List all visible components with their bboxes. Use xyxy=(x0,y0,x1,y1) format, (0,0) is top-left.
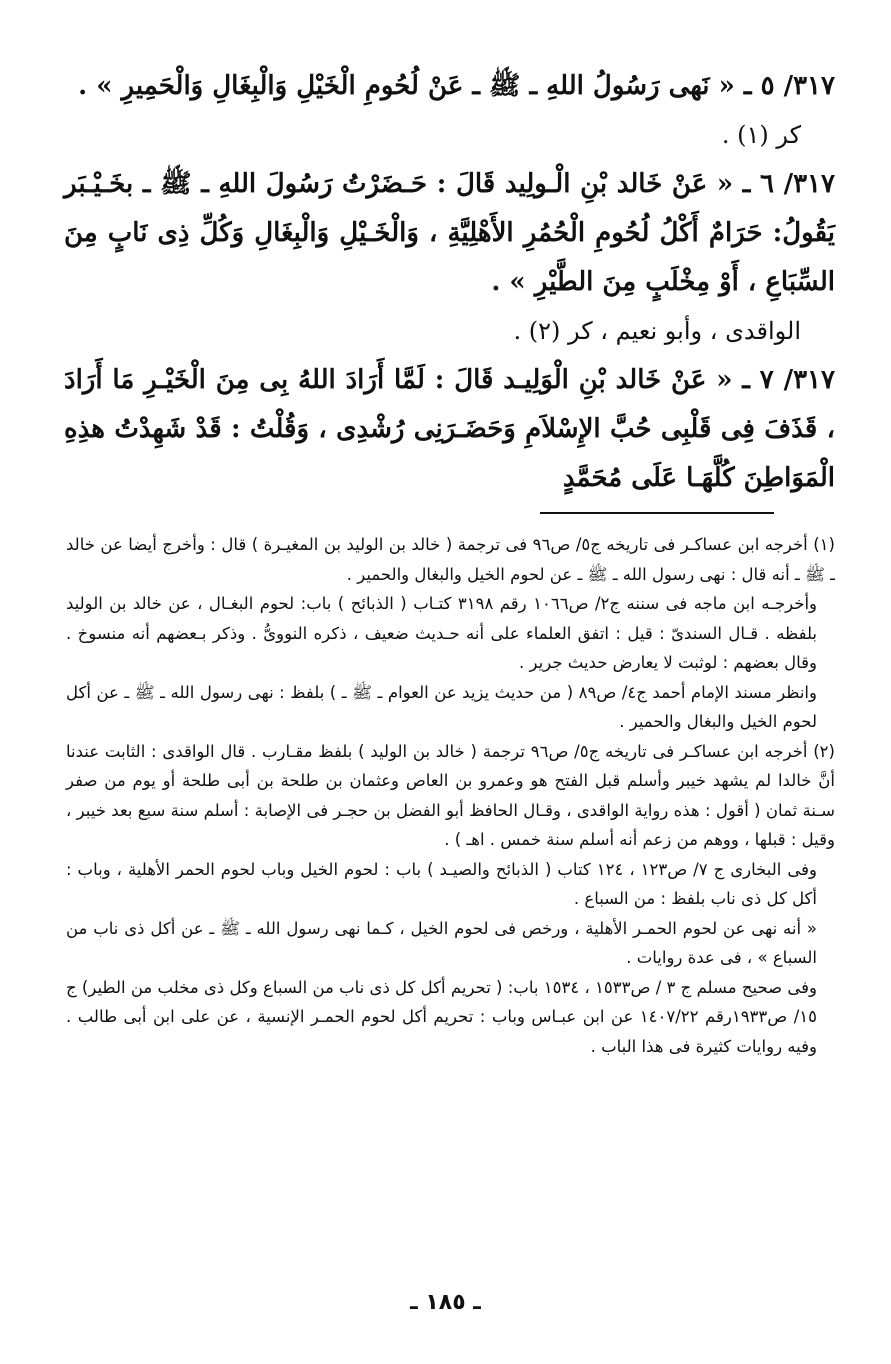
footnote-2-quote: « أنه نهى عن لحوم الحمـر الأهلية ، ورخص فى لحوم الخيل ، كـما نهى رسول الله ـ ﷺ ـ عن أكل ذى ناب من السباع » ، فى عدة روايات . xyxy=(66,918,817,967)
hadith-text xyxy=(64,62,835,503)
footnote-1-ibn-majah: وأخرجـه ابن ماجه فى سننه ج٢/ ص١٠٦٦ رقم ٣١٩٨ كتـاب ( الذبائح ) باب: لحوم البغـال ، عن خالد بن الوليد بلفظه . قـال السندىّ : قيل : اتفق العلماء على أنه حـديث ضعيف ، ذكره النووىُّ . وذكر بـعضهم أنه منسوخ . وقال بعضهم : لوثبت لا يعارض حديث جرير . xyxy=(66,594,818,672)
hadith-5: ٣١٧/ ٥ ـ « نَهى رَسُولُ اللهِ ـ ﷺ ـ عَنْ لُحُومِ الْخَيْلِ وَالْبِغَالِ وَالْحَمِيرِ » . xyxy=(78,71,835,101)
footnote-1: (١) أخرجه ابن عساكـر فى تاريخه ج٥/ ص٩٦ فى ترجمة ( خالد بن الوليد بن المغيـرة ) قال : وأخرج أيضا عن خالد ـ ﷺ ـ أنه قال : نهى رسول الله ـ ﷺ ـ عن لحوم الخيل والبغال والحمير . xyxy=(66,535,835,584)
hadith-6-source: الواقدى ، وأبو نعيم ، كر (٢) . xyxy=(513,317,801,345)
footnote-1-musnad-ahmad: وانظر مسند الإمام أحمد ج٤/ ص٨٩ ( من حديث يزيد عن العوام ـ ﷺ ـ ) بلفظ : نهى رسول الله ـ ﷺ ـ عن أكل لحوم الخيل والبغال والحمير . xyxy=(66,682,817,731)
footnotes xyxy=(66,530,835,1061)
hadith-5-source: كر (١) . xyxy=(721,121,801,149)
footnote-2: (٢) أخرجه ابن عساكـر فى تاريخه ج٥/ ص٩٦ ترجمة ( خالد بن الوليد ) بلفظ مقـارب . قال الواقدى : الثابت عندنا أنَّ خالدا لم يشهد خيبر وأسلم قبل الفتح هو وعمرو بن العاص وعثمان بن طلحة بن أبى طلحة أو يوم من صفر سـنة ثمان ( أقول : هذه رواية الواقدى ، وقـال الحافظ أبو الفضل بن حجـر فى الإصابة : أسلم سنة سبع بعد خيبر ، وقيل : قبلها ، ووهم من زعم أنه أسلم سنة خمس . اهـ ) . xyxy=(66,741,835,849)
footnote-2-bukhari: وفى البخارى ج ٧/ ص١٢٣ ، ١٢٤ كتاب ( الذبائح والصيـد ) باب : لحوم الخيل وباب لحوم الحمر الأهلية ، وباب : أكل كل ذى ناب بلفظ : من السباع . xyxy=(66,859,817,908)
hadith-6: ٣١٧/ ٦ ـ « عَنْ خَالد بْنِ الْـولِيد قَالَ : حَـضَرْتُ رَسُولَ اللهِ ـ ﷺ ـ بخَـيْـبَر يَقُولُ: حَرَامٌ أَكْلُ لُحُومِ الْحُمُرِ الأَهْلِيَّةِ ، وَالْخَـيْلِ وَالْبِغَالِ وَكُلِّ ذِى نَابٍ مِنَ السِّبَاعِ ، أَوْ مِخْلَبٍ مِنَ الطَّيْرِ » . xyxy=(64,169,835,297)
footnote-2-muslim: وفى صحيح مسلم ج ٣ / ص١٥٣٣ ، ١٥٣٤ باب: ( تحريم أكل كل ذى ناب من السباع وكل ذى مخلب من الطير) ج ١٥/ ص١٩٣٣رقم ١٤٠٧/٢٢ عن ابن عبـاس وباب : تحريم أكل لحوم الحمـر الإنسية ، عن على ابن أبى طالب . وفيه روايات كثيرة فى هذا الباب . xyxy=(66,977,818,1056)
hadith-7: ٣١٧/ ٧ ـ « عَنْ خَالد بْنِ الْوَلِيـد قَالَ : لَمَّا أَرَادَ اللهُ بِى مِنَ الْخَيْـرِ مَا أَرَادَ ، قَذَفَ فِى قَلْبِى حُبَّ الإِسْلاَمِ وَحَضَـرَنِى رُشْدِى ، وَقُلْتُ : قَدْ شَهِدْتُ هذِهِ الْمَوَاطِنَ كُلَّهَـا عَلَى مُحَمَّدٍ xyxy=(64,365,835,493)
footnote-separator xyxy=(540,512,774,514)
page-number: ـ ١٨٥ ـ xyxy=(410,1290,481,1315)
